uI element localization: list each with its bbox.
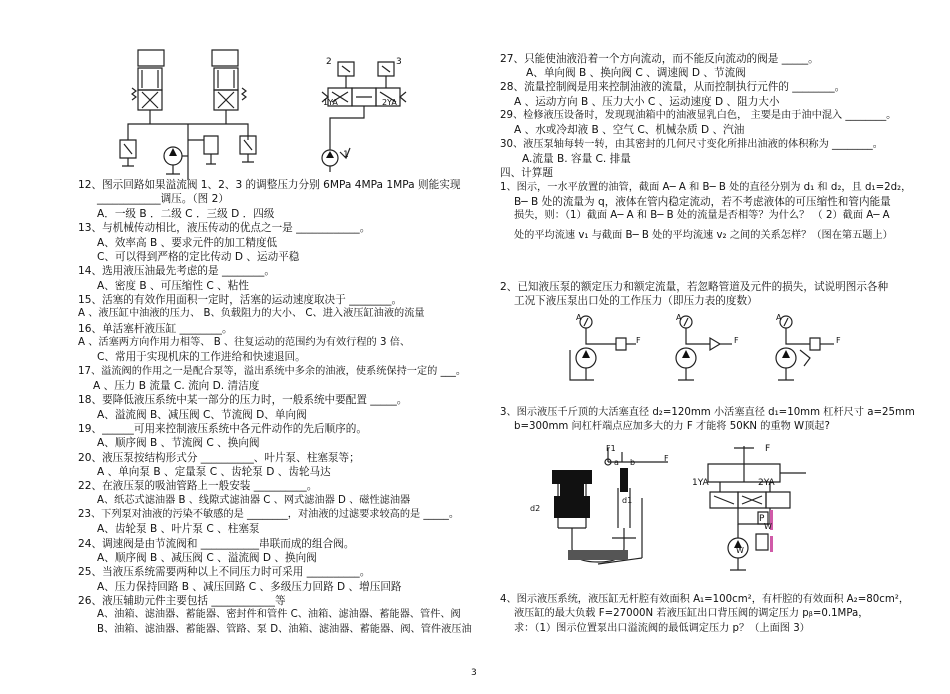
left-line-30: 26、液压辅助元件主要包括 ____________等 — [78, 595, 286, 607]
q3-label: d1 — [622, 496, 633, 505]
left-line-21: A 、单向泵 B 、定量泵 C 、齿轮泵 D 、齿轮马达 — [97, 466, 331, 478]
fig-label: 1YA — [323, 98, 338, 107]
q3-label: b — [630, 458, 636, 467]
q3-line-1: 3、图示液压千斤顶的大活塞直径 d₂=120mm 小活塞直径 d₁=10mm 杠杆尺寸 a=25mm — [500, 407, 915, 418]
left-line-13: C、常用于实现机床的工作进给和快速退回。 — [97, 351, 306, 363]
q4-label: W — [764, 522, 772, 531]
left-line-18: 19、______可用来控制液压系统中各元件动作的先后顺序的。 — [78, 423, 367, 435]
right-line-12: 损失，则：（1）截面 A─ A 和 B─ B 处的流量是否相等？为什么？ （ 2）截面 A─ A — [514, 210, 890, 221]
figure-2-relief-circuit — [118, 40, 268, 180]
right-line-8: A.流量 B. 容量 C. 排量 — [522, 153, 631, 165]
q4-label: 2YA — [758, 478, 775, 488]
page-number: 3 — [471, 668, 477, 678]
q4-label: W — [736, 546, 744, 555]
left-line-31: A、油箱、滤油器、蓄能器、密封件和管件 C、油箱、滤油器、蓄能器、管件、阀 — [97, 609, 461, 620]
q2-line-2: 工况下液压泵出口处的工作压力（即压力表的度数） — [514, 295, 758, 307]
q2-label: F — [636, 336, 641, 345]
left-line-26: 24、调速阀是由节流阀和 ___________串联而成的组合阀。 — [78, 538, 355, 550]
q3-line-2: b=300mm 问杠杆端点应加多大的力 F 才能将 50KN 的重物 W顶起? — [514, 421, 830, 432]
left-line-10: A 、液压缸中油液的压力、 B、负载阻力的大小、 C、进入液压缸油液的流量 — [78, 308, 425, 319]
left-line-6: C、可以得到严格的定比传动 D 、运动平稳 — [97, 251, 300, 263]
fig-label: 1 — [343, 150, 349, 160]
q4-line-1: 4、图示液压系统，液压缸无杆腔有效面积 A₁=100cm²，有杆腔的有效面积 A₂=80cm²， — [500, 594, 910, 605]
fig-label: 2YA — [382, 98, 397, 107]
q4-line-3: 求：（1）图示位置泵出口溢流阀的最低调定压力 p？（上面图 3） — [514, 623, 810, 634]
right-line-11: B─ B 处的流量为 q，液体在管内稳定流动，若不考虑液体的可压缩性和管内能量 — [514, 196, 891, 208]
q2-gauge-circuits — [560, 310, 850, 390]
left-line-2: ____________调压。（图 2） — [97, 193, 229, 205]
left-line-12: A 、活塞两方向作用力相等、 B 、往复运动的范围约为有效行程的 3 倍、 — [78, 337, 411, 348]
left-line-8: A、密度 B 、可压缩性 C 、粘性 — [97, 280, 249, 292]
q4-line-2: 液压缸的最大负载 F=27000N 若液压缸出口背压阀的调定压力 pᵦ=0.1MPa， — [514, 608, 869, 619]
left-line-27: A、顺序阀 B 、减压阀 C 、溢流阀 D 、换向阀 — [97, 552, 317, 564]
left-line-20: 20、液压泵按结构形式分 __________、叶片泵、柱塞泵等； — [78, 452, 360, 464]
q2-label: F — [734, 336, 739, 345]
q2-label: A — [576, 313, 582, 322]
q2-label: A — [776, 313, 782, 322]
left-line-3: A．一级 B ．二级 C ．三级 D ．四级 — [97, 208, 275, 220]
q2-line-1: 2、已知液压泵的额定压力和额定流量，若忽略管道及元件的损失，试说明图示各种 — [500, 281, 889, 293]
right-line-10: 1、图示，一水平放置的油管，截面 A─ A 和 B─ B 处的直径分别为 d₁ 和 d₂，且 d₁=2d₂， — [500, 182, 912, 193]
right-line-2: A、单向阀 B 、换向阀 C 、调速阀 D 、节流阀 — [526, 67, 746, 79]
left-line-25: A、齿轮泵 B 、叶片泵 C 、柱塞泵 — [97, 523, 260, 535]
right-line-13: 处的平均流速 v₁ 与截面 B─ B 处的平均流速 v₂ 之间的关系怎样？（图在第五题上） — [514, 230, 893, 241]
left-line-22: 22、在液压泵的吸油管路上一般安装 __________。 — [78, 480, 318, 492]
left-line-19: A、顺序阀 B 、节流阀 C 、换向阀 — [97, 437, 260, 449]
left-line-17: A、溢流阀 B、减压阀 C、节流阀 D、单向阀 — [97, 409, 307, 421]
figure-directional-circuit — [300, 48, 425, 173]
q3-label: F1 — [606, 444, 616, 453]
right-line-4: A 、运动方向 B 、压力大小 C 、运动速度 D 、阻力大小 — [514, 96, 780, 108]
left-line-7: 14、选用液压油最先考虑的是 ________。 — [78, 265, 275, 277]
left-line-4: 13、与机械传动相比，液压传动的优点之一是 ____________。 — [78, 222, 371, 234]
q3-label: F — [664, 454, 669, 463]
fig-label: 2 — [326, 57, 332, 67]
left-line-16: 18、要降低液压系统中某一部分的压力时，一般系统中要配置 _____。 — [78, 394, 408, 406]
right-line-6: A 、水或冷却液 B 、空气 C、机械杂质 D 、汽油 — [514, 124, 745, 136]
right-line-3: 28、流量控制阀是用来控制油液的流量，从而控制执行元件的 ________。 — [500, 81, 846, 93]
section-heading: 四、计算题 — [500, 167, 553, 179]
q4-label: 1YA — [692, 478, 709, 488]
right-line-7: 30、液压泵轴每转一转，由其密封的几何尺寸变化所排出油液的体积称为 ________。 — [500, 139, 883, 150]
left-line-23: A、纸芯式滤油器 B 、线隙式滤油器 C 、网式滤油器 D 、磁性滤油器 — [97, 495, 411, 506]
q4-label: F — [765, 444, 771, 454]
left-line-11: 16、单活塞杆液压缸 ________。 — [78, 323, 233, 335]
left-line-1: 12、图示回路如果溢流阀 1、2、3 的调整压力分别 6MPa 4MPa 1MPa 则能实现 — [78, 179, 461, 191]
right-line-5: 29、检修液压设备时，发现现油箱中的油液显乳白色， 主要是由于油中混入 ________。 — [500, 110, 897, 121]
left-line-9: 15、活塞的有效作用面积一定时，活塞的运动速度取决于 ________。 — [78, 294, 403, 306]
fig-label: 3 — [396, 57, 402, 67]
left-line-14: 17、溢流阀的作用之一是配合泵等，溢出系统中多余的油液，使系统保持一定的 ___。 — [78, 366, 467, 377]
left-line-24: 23、下列泵对油液的污染不敏感的是 ________，对油液的过滤要求较高的是 _____。 — [78, 509, 460, 520]
right-line-1: 27、只能使油液沿着一个方向流动，而不能反向流动的阀是 _____。 — [500, 53, 819, 65]
q4-cylinder-circuit — [690, 438, 810, 578]
left-line-5: A、效率高 B 、要求元件的加工精度低 — [97, 237, 278, 249]
left-line-28: 25、当液压系统需要两种以上不同压力时可采用 __________。 — [78, 566, 371, 578]
left-line-15: A 、压力 B 流量 C. 流向 D. 清洁度 — [93, 380, 260, 392]
q2-label: A — [676, 313, 682, 322]
q3-hydraulic-jack — [528, 438, 678, 578]
q4-label: P — [759, 514, 765, 524]
left-line-29: A、压力保持回路 B 、减压回路 C 、多级压力回路 D 、增压回路 — [97, 581, 402, 593]
q3-label: a — [614, 458, 619, 467]
q2-label: F — [836, 336, 841, 345]
q3-label: d2 — [530, 504, 541, 513]
left-line-32: B、油箱、滤油器、蓄能器、管路、泵 D、油箱、滤油器、蓄能器、阀、管件液压油 — [97, 624, 472, 635]
